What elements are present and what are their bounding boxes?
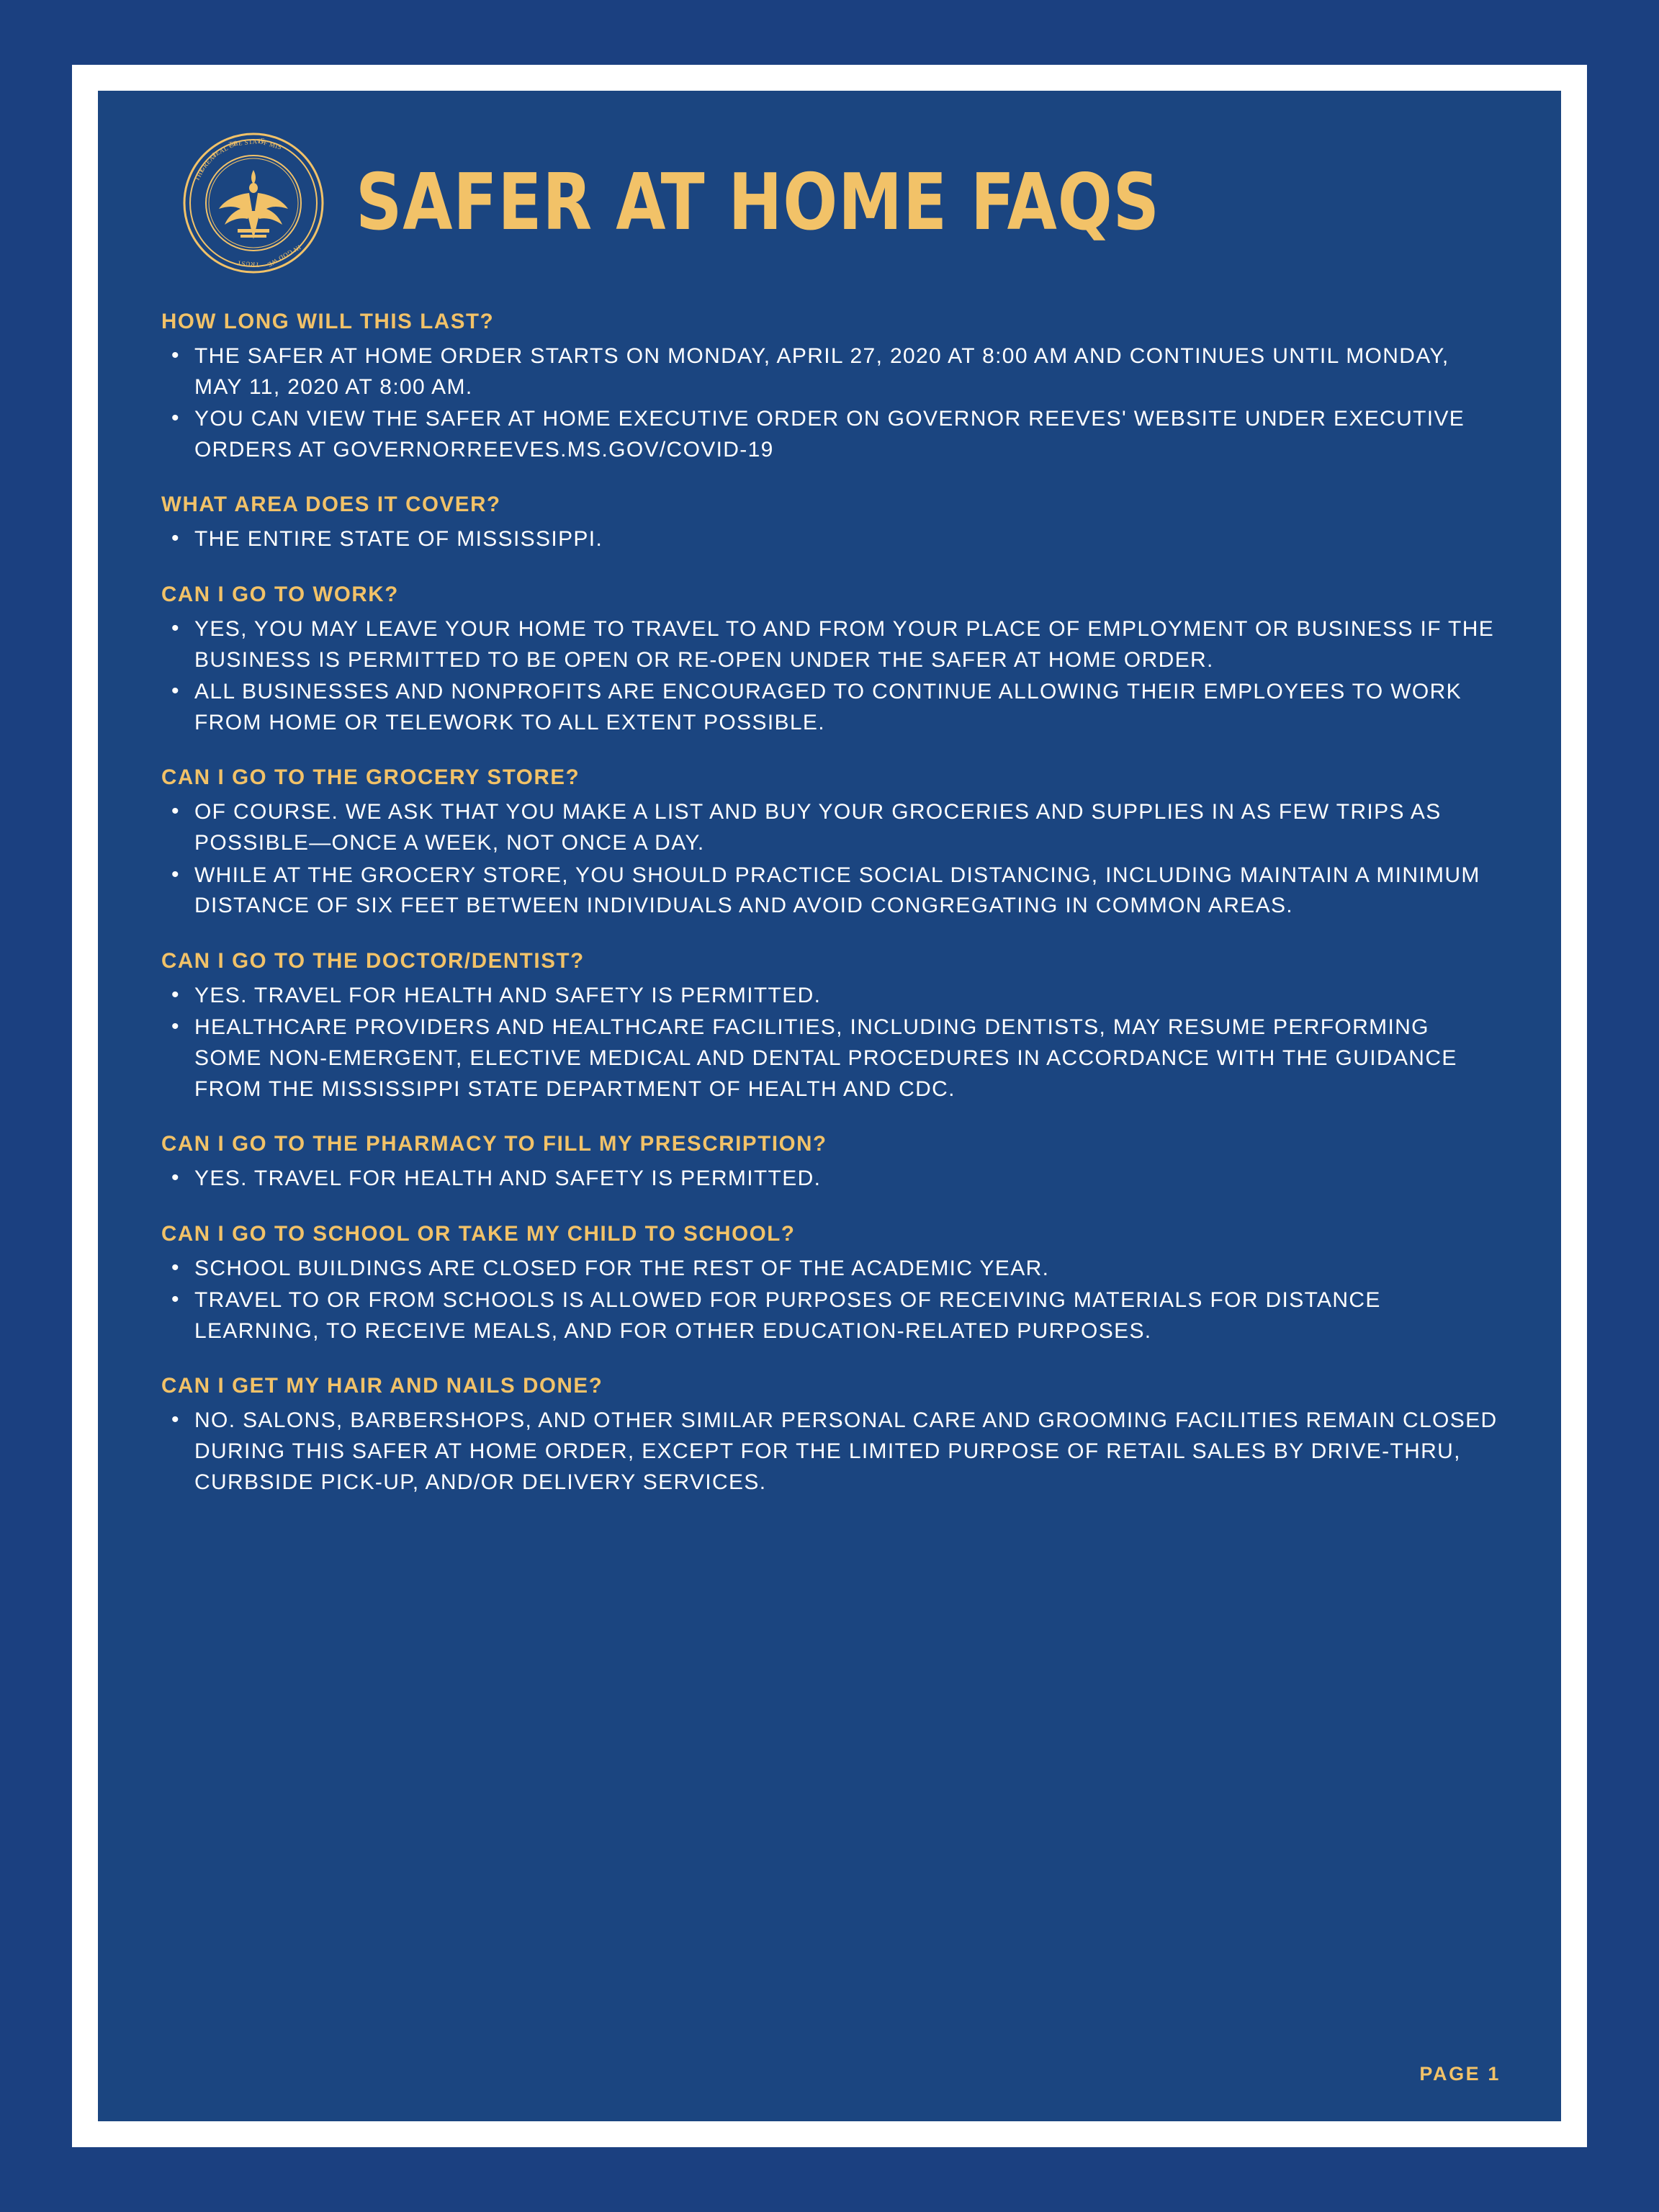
faq-answer: • HEALTHCARE PROVIDERS AND HEALTHCARE FACILITIES, INCLUDING DENTISTS, MAY RESUME PERFORMING SOME NON-EMERGENT, ELECTIVE MEDICAL AND DENTAL PROCEDURES IN ACCORDANCE WITH THE GUIDANCE FROM THE MISSISSIPPI STATE DEPARTMENT OF HEALTH AND CDC. <box>161 1012 1503 1105</box>
document-header <box>145 128 1514 278</box>
faq-answer: • SCHOOL BUILDINGS ARE CLOSED FOR THE REST OF THE ACADEMIC YEAR. <box>161 1254 1503 1285</box>
faq-item <box>161 1132 1503 1195</box>
faq-answer: • WHILE AT THE GROCERY STORE, YOU SHOULD PRACTICE SOCIAL DISTANCING, INCLUDING MAINTAIN A MINIMUM DISTANCE OF SIX FEET BETWEEN INDIVIDUALS AND AVOID CONGREGATING IN COMMON AREAS. <box>161 860 1503 922</box>
faq-item <box>161 1374 1503 1498</box>
faq-question: CAN I GO TO WORK? <box>161 582 399 606</box>
faq-answer: • YES, YOU MAY LEAVE YOUR HOME TO TRAVEL TO AND FROM YOUR PLACE OF EMPLOYMENT OR BUSINESS IF THE BUSINESS IS PERMITTED TO BE OPEN OR RE-OPEN UNDER THE SAFER AT HOME ORDER. <box>161 614 1503 675</box>
svg-text:THE STATE: THE STATE <box>228 136 266 148</box>
faq-question: CAN I GO TO THE DOCTOR/DENTIST? <box>161 948 585 973</box>
faq-item <box>161 765 1503 921</box>
page-number: PAGE 1 <box>1419 2063 1501 2085</box>
faq-answer: • THE ENTIRE STATE OF MISSISSIPPI. <box>161 524 1503 555</box>
svg-text:SEAL OF: SEAL OF <box>210 139 239 159</box>
faq-answer: • THE SAFER AT HOME ORDER STARTS ON MONDAY, APRIL 27, 2020 AT 8:00 AM AND CONTINUES UNTIL MONDAY, MAY 11, 2020 AT 8:00 AM. <box>161 341 1503 403</box>
faq-answer: • ALL BUSINESSES AND NONPROFITS ARE ENCOURAGED TO CONTINUE ALLOWING THEIR EMPLOYEES TO WORK FROM HOME OR TELEWORK TO ALL EXTENT POSSIBLE. <box>161 677 1503 738</box>
faq-question: CAN I GO TO THE GROCERY STORE? <box>161 765 580 790</box>
faq-answer: • OF COURSE. WE ASK THAT YOU MAKE A LIST AND BUY YOUR GROCERIES AND SUPPLIES IN AS FEW TRIPS AS POSSIBLE—ONCE A WEEK, NOT ONCE A DAY. <box>161 797 1503 858</box>
svg-text:TRUST: TRUST <box>236 259 260 269</box>
faq-question: CAN I GET MY HAIR AND NAILS DONE? <box>161 1374 603 1398</box>
faq-answers <box>161 524 1503 555</box>
svg-text:THE: THE <box>193 166 206 182</box>
faq-answer: • YES. TRAVEL FOR HEALTH AND SAFETY IS PERMITTED. <box>161 1164 1503 1195</box>
faq-answers <box>161 1254 1503 1347</box>
faq-item <box>161 493 1503 555</box>
faq-question: CAN I GO TO SCHOOL OR TAKE MY CHILD TO SCHOOL? <box>161 1221 796 1246</box>
faq-question: WHAT AREA DOES IT COVER? <box>161 493 501 517</box>
svg-text:IN GOD WE: IN GOD WE <box>266 243 302 269</box>
page-border-frame <box>72 65 1587 2147</box>
faq-answers <box>161 1406 1503 1498</box>
state-seal-icon <box>179 128 328 278</box>
faq-item <box>161 949 1503 1105</box>
faq-item <box>161 310 1503 465</box>
faq-question: HOW LONG WILL THIS LAST? <box>161 310 495 333</box>
svg-text:GREAT: GREAT <box>197 151 219 174</box>
svg-text:OF MIS: OF MIS <box>258 137 283 151</box>
faq-question: CAN I GO TO THE PHARMACY TO FILL MY PRESCRIPTION? <box>161 1132 827 1156</box>
faq-answer: • NO. SALONS, BARBERSHOPS, AND OTHER SIMILAR PERSONAL CARE AND GROOMING FACILITIES REMAIN CLOSED DURING THIS SAFER AT HOME ORDER, EXCEPT FOR THE LIMITED PURPOSE OF RETAIL SALES BY DRIVE-THRU, CURBSIDE PICK-UP, AND/OR DELIVERY SERVICES. <box>161 1406 1503 1498</box>
faq-answers <box>161 614 1503 738</box>
page-content-panel <box>98 91 1561 2121</box>
faq-answer: • TRAVEL TO OR FROM SCHOOLS IS ALLOWED FOR PURPOSES OF RECEIVING MATERIALS FOR DISTANCE LEARNING, TO RECEIVE MEALS, AND FOR OTHER EDUCATION-RELATED PURPOSES. <box>161 1285 1503 1346</box>
faq-answers <box>161 981 1503 1105</box>
faq-item <box>161 1222 1503 1347</box>
page-footer <box>145 2063 1514 2092</box>
faq-item <box>161 583 1503 738</box>
faq-list <box>145 310 1514 2063</box>
faq-answers <box>161 341 1503 465</box>
faq-answers <box>161 797 1503 921</box>
page-title: SAFER AT HOME FAQS <box>356 158 1160 248</box>
faq-answer: • YOU CAN VIEW THE SAFER AT HOME EXECUTIVE ORDER ON GOVERNOR REEVES' WEBSITE UNDER EXECUTIVE ORDERS AT GOVERNORREEVES.MS.GOV/COVID-19 <box>161 404 1503 465</box>
faq-answers <box>161 1164 1503 1195</box>
faq-answer: • YES. TRAVEL FOR HEALTH AND SAFETY IS PERMITTED. <box>161 981 1503 1012</box>
